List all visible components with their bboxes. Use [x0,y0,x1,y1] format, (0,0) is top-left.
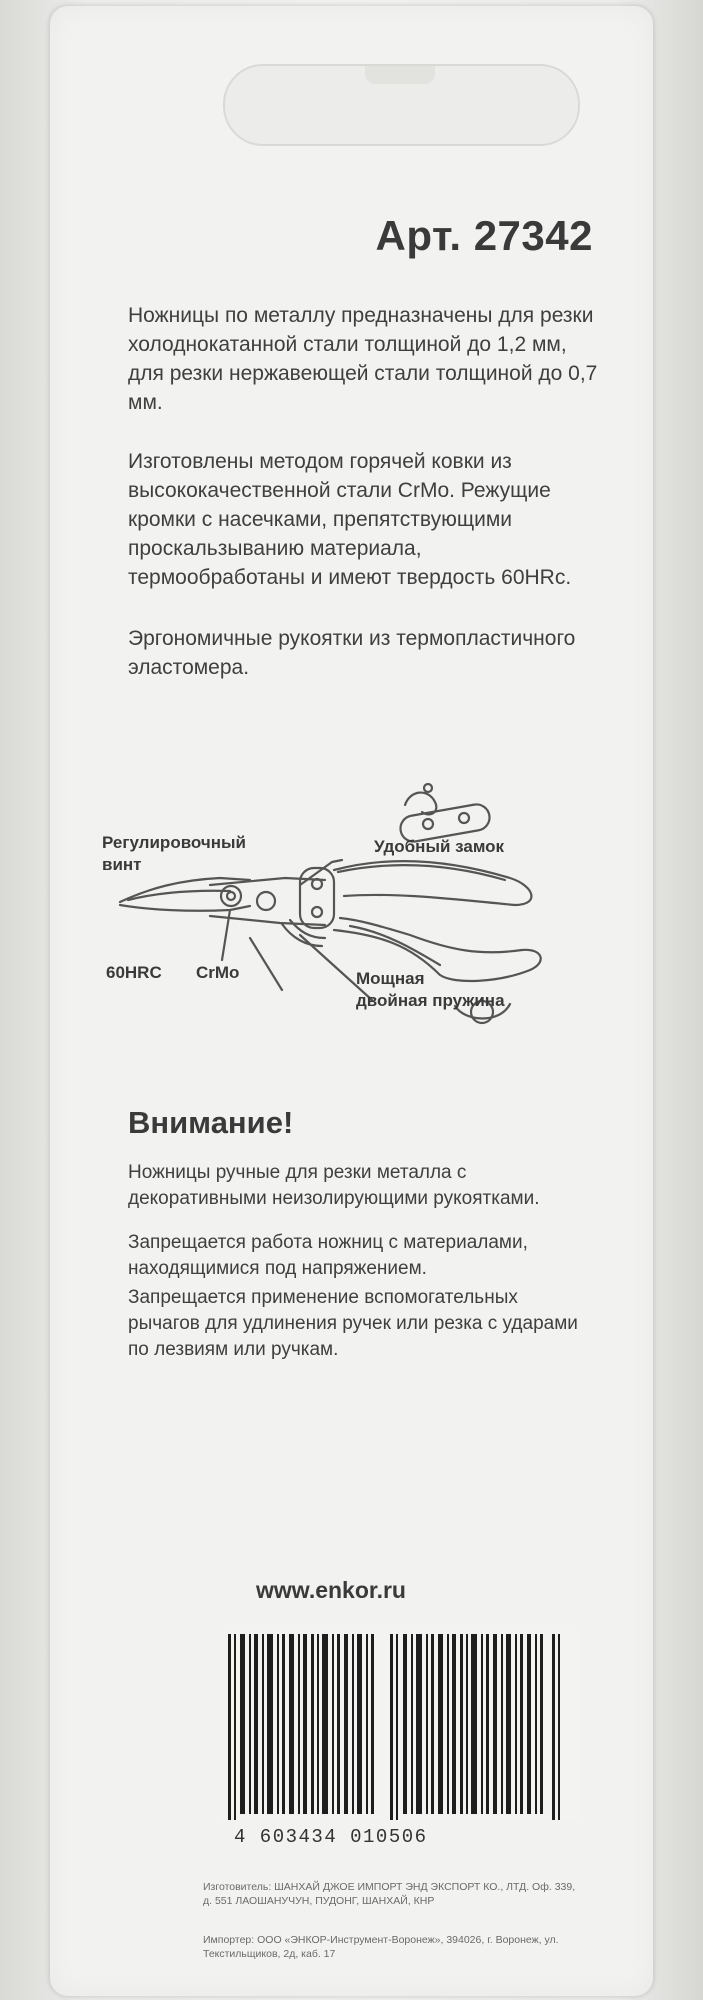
warning-title: Внимание! [128,1105,294,1140]
warning-decorative-handles: Ножницы ручные для резки металла с декоративными неизолирующими рукоятками. [128,1162,540,1209]
description-paragraph-material: Изготовлены методом горячей ковки из высококачественной стали CrMo. Режущие кромки с насечками, препятствующими проскальзыванию материала, термообработаны и имеют твердость 60HRc. [128,450,572,589]
barcode [220,1630,580,1820]
article-number: Арт. 27342 [375,212,593,259]
shears-diagram [102,760,590,1045]
description-paragraph-purpose: Ножницы по металлу предназначены для резки холоднокатанной стали толщиной до 1,2 мм, для резки нержавеющей стали толщиной до 0,7 мм. [128,304,598,414]
label-hardness: 60HRC [106,963,162,982]
description-paragraph-handles: Эргономичные рукоятки из термопластичного эластомера. [128,627,576,679]
manufacturer-info: Изготовитель: ШАНХАЙ ДЖОЕ ИМПОРТ ЭНД ЭКСПОРТ КО., ЛТД. Оф. 339, д. 551 ЛАОШАНУЧУН, ПУДОНГ, ШАНХАЙ, КНР [203,1881,576,1907]
barcode-number: 4 603434 010506 [234,1826,428,1848]
label-lock: Удобный замок [374,837,505,856]
warning-live-materials: Запрещается работа ножниц с материалами, находящимися под напряжением. [128,1232,528,1279]
label-adjusting-screw: Регулировочный винт [102,833,246,874]
label-steel: CrMo [196,963,240,982]
shears-illustration [110,760,590,1045]
importer-info: Импортер: ООО «ЭНКОР-Инструмент-Воронеж», 394026, г. Воронеж, ул. Текстильщиков, 2д, каб. 17 [203,1934,559,1960]
warning-levers: Запрещается применение вспомогательных рычагов для удлинения ручек или резка с ударами по лезвиям или ручкам. [128,1287,578,1360]
hang-slot [365,66,435,84]
barcode-bars [220,1630,580,1820]
website-url: www.enkor.ru [256,1577,406,1603]
label-spring: Мощная двойная пружина [356,969,505,1010]
